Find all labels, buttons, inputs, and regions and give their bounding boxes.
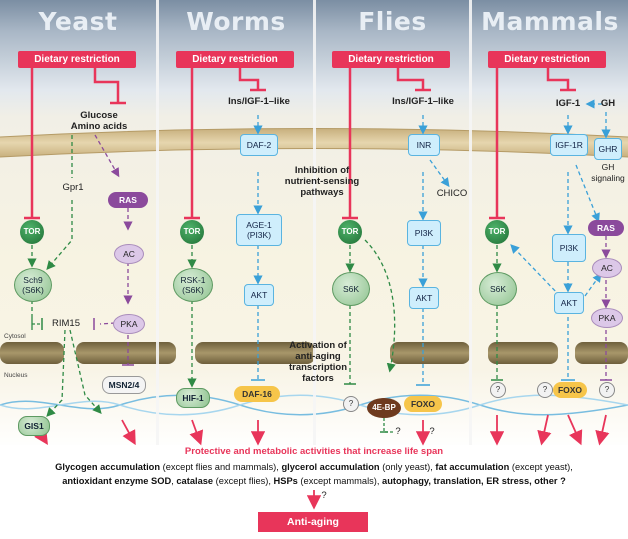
mammals-tor-node: TOR [485,220,509,244]
mammals-ras-node: RAS [588,220,624,236]
anti-aging-box: Anti-aging [258,512,368,532]
outcome-fat: fat accumulation [435,462,510,472]
nucleus-label: Nucleus [4,372,28,379]
mammals-pi3k-node: PI3K [552,234,586,262]
mammals-akt-node: AKT [554,292,584,314]
flies-inr-node: INR [408,134,440,156]
mammals-foxo-node: FOXO [553,382,587,398]
yeast-gis1-node: GIS1 [18,416,50,436]
worms-daf16-node: DAF-16 [234,386,280,402]
yeast-msn-node: MSN2/4 [102,376,146,394]
flies-s6k-node: S6K [332,272,370,306]
worms-rsk1-node: RSK-1 (S6K) [173,268,213,302]
flies-akt-node: AKT [409,287,439,309]
mammals-igf1-label: IGF-1 [555,98,581,109]
outcome-line-2: antioxidant enzyme SOD, catalase (except flies), HSPs (except mammals), autophagy, translation, ER stress, other ? [62,476,566,486]
worms-akt-node: AKT [244,284,274,306]
flies-chico-label: CHICO [436,188,468,199]
cytosol-label: Cytosol [4,333,26,340]
flies-pi3k-node: PI3K [407,220,441,246]
yeast-nutrients-label: Glucose Amino acids [70,110,128,132]
flies-unknown-factor: ? [343,396,359,412]
yeast-gpr1-label: Gpr1 [62,182,84,193]
mammals-igf1r-node: IGF-1R [550,134,588,156]
mammals-gh-signaling-label: GH signaling [591,162,625,183]
mammals-unknown-factor-1: ? [490,382,506,398]
outcome-question: ? [321,490,327,501]
flies-foxo-node: FOXO [404,396,442,412]
yeast-pka-node: PKA [113,314,145,334]
column-title-flies: Flies [358,7,427,36]
dietary-restriction-flies: Dietary restriction [332,51,450,68]
outcome-line-1: Glycogen accumulation (except flies and mammals), glycerol accumulation (only yeast), fat accumulation (except yeast), [55,462,573,472]
yeast-ac-node: AC [114,244,144,264]
mammals-unknown-factor-3: ? [599,382,615,398]
mammals-unknown-factor-2: ? [537,382,553,398]
activation-annotation: Activation of anti-aging transcription factors [288,340,348,384]
column-title-worms: Worms [186,7,286,36]
outcome-glycerol: glycerol accumulation [281,462,380,472]
mammals-ac-node: AC [592,258,622,278]
column-title-mammals: Mammals [481,7,619,36]
yeast-ras-node: RAS [108,192,148,208]
flies-4ebp-node: 4E-BP [367,398,401,418]
flies-question-2: ? [395,426,401,437]
outcome-sod: antioxidant enzyme SOD [62,476,172,486]
protective-activities-heading: Protective and metabolic activities that increase life span [184,446,444,457]
outcome-catalase: catalase [176,476,214,486]
flies-ins-label: Ins/IGF-1–like [392,96,454,107]
dietary-restriction-worms: Dietary restriction [176,51,294,68]
yeast-tor-node: TOR [20,220,44,244]
mammals-ghr-node: GHR [594,138,622,160]
worms-tor-node: TOR [180,220,204,244]
worms-age1-node: AGE-1 (PI3K) [236,214,282,246]
mammals-gh-label: GH [600,98,616,109]
flies-tor-node: TOR [338,220,362,244]
inhibition-annotation: Inhibition of nutrient-sensing pathways [284,165,360,198]
yeast-rim15-label: RIM15 [52,318,80,329]
mammals-s6k-node: S6K [479,272,517,306]
outcome-other: autophagy, translation, ER stress, other ? [382,476,566,486]
flies-question-3: ? [429,426,435,437]
outcome-glycogen: Glycogen accumulation [55,462,161,472]
worms-daf2-node: DAF-2 [240,134,278,156]
mammals-pka-node: PKA [591,308,623,328]
outcome-hsps: HSPs [273,476,298,486]
dietary-restriction-mammals: Dietary restriction [488,51,606,68]
worms-hif1-node: HIF-1 [176,388,210,408]
yeast-sch9-node: Sch9 (S6K) [14,268,52,302]
worms-ins-label: Ins/IGF-1–like [228,96,290,107]
column-title-yeast: Yeast [38,7,118,36]
dietary-restriction-yeast: Dietary restriction [18,51,136,68]
